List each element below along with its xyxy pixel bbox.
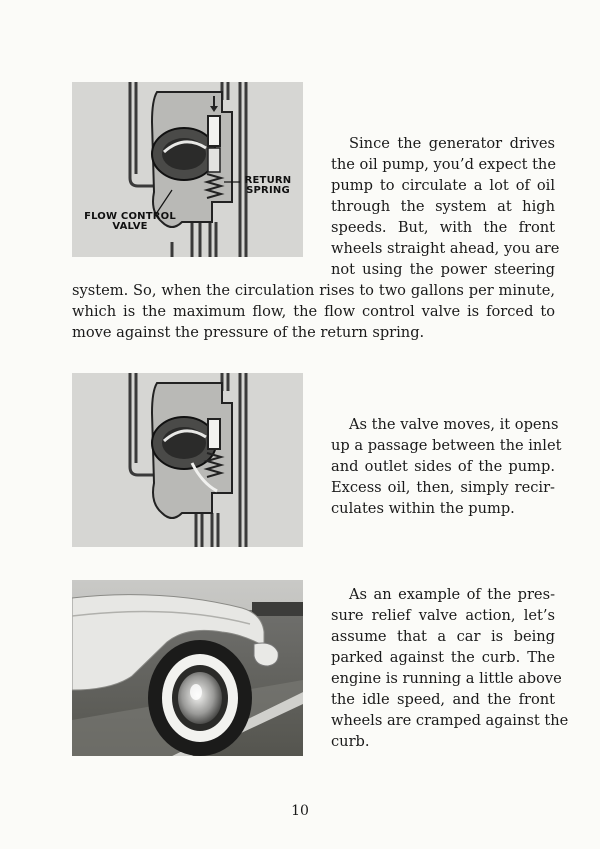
text-line: As the valve moves, it opens: [349, 416, 559, 433]
text-line: the idle speed, and the front: [331, 691, 555, 708]
text-line: and outlet sides of the pump.: [331, 458, 555, 475]
pump-illustration: [72, 373, 303, 547]
callout-return-spring: RETURN SPRING: [244, 175, 292, 196]
text-line: engine is running a little above: [331, 670, 562, 687]
callout-flow-control-valve: FLOW CONTROL VALVE: [84, 211, 176, 232]
text-line: Since the generator drives: [349, 135, 555, 152]
paragraph-valve-moves: [331, 414, 562, 519]
text-line: As an example of the pres-: [349, 586, 555, 603]
text-line: not using the power steering: [331, 261, 555, 278]
pump-diagram-valve-open: [72, 373, 303, 547]
text-line: curb.: [331, 733, 370, 750]
text-line: wheels are cramped against the: [331, 712, 569, 729]
text-line: move against the pressure of the return spring.: [72, 324, 425, 341]
text-line: parked against the curb. The: [331, 649, 555, 666]
paragraph-flow-control-continued: [72, 280, 555, 343]
text-line: assume that a car is being: [331, 628, 555, 645]
car-wheel-photo: [72, 580, 303, 756]
text-line: through the system at high: [331, 198, 555, 215]
text-line: culates within the pump.: [331, 500, 515, 517]
text-line: which is the maximum flow, the flow control valve is forced to: [72, 303, 555, 320]
text-line: system. So, when the circulation rises to two gallons per minute,: [72, 282, 555, 299]
paragraph-relief-valve-example: [331, 584, 569, 752]
text-line: wheels straight ahead, you are: [331, 240, 560, 257]
text-line: the oil pump, you’d expect the: [331, 156, 556, 173]
pump-diagram-flow-control: [72, 82, 303, 257]
text-line: speeds. But, with the front: [331, 219, 555, 236]
wheel-against-curb-image: [72, 580, 303, 756]
text-line: sure relief valve action, let’s: [331, 607, 555, 624]
text-line: pump to circulate a lot of oil: [331, 177, 555, 194]
paragraph-flow-control: [331, 133, 560, 280]
text-line: Excess oil, then, simply recir-: [331, 479, 555, 496]
page-number: 10: [291, 803, 309, 819]
text-line: up a passage between the inlet: [331, 437, 562, 454]
